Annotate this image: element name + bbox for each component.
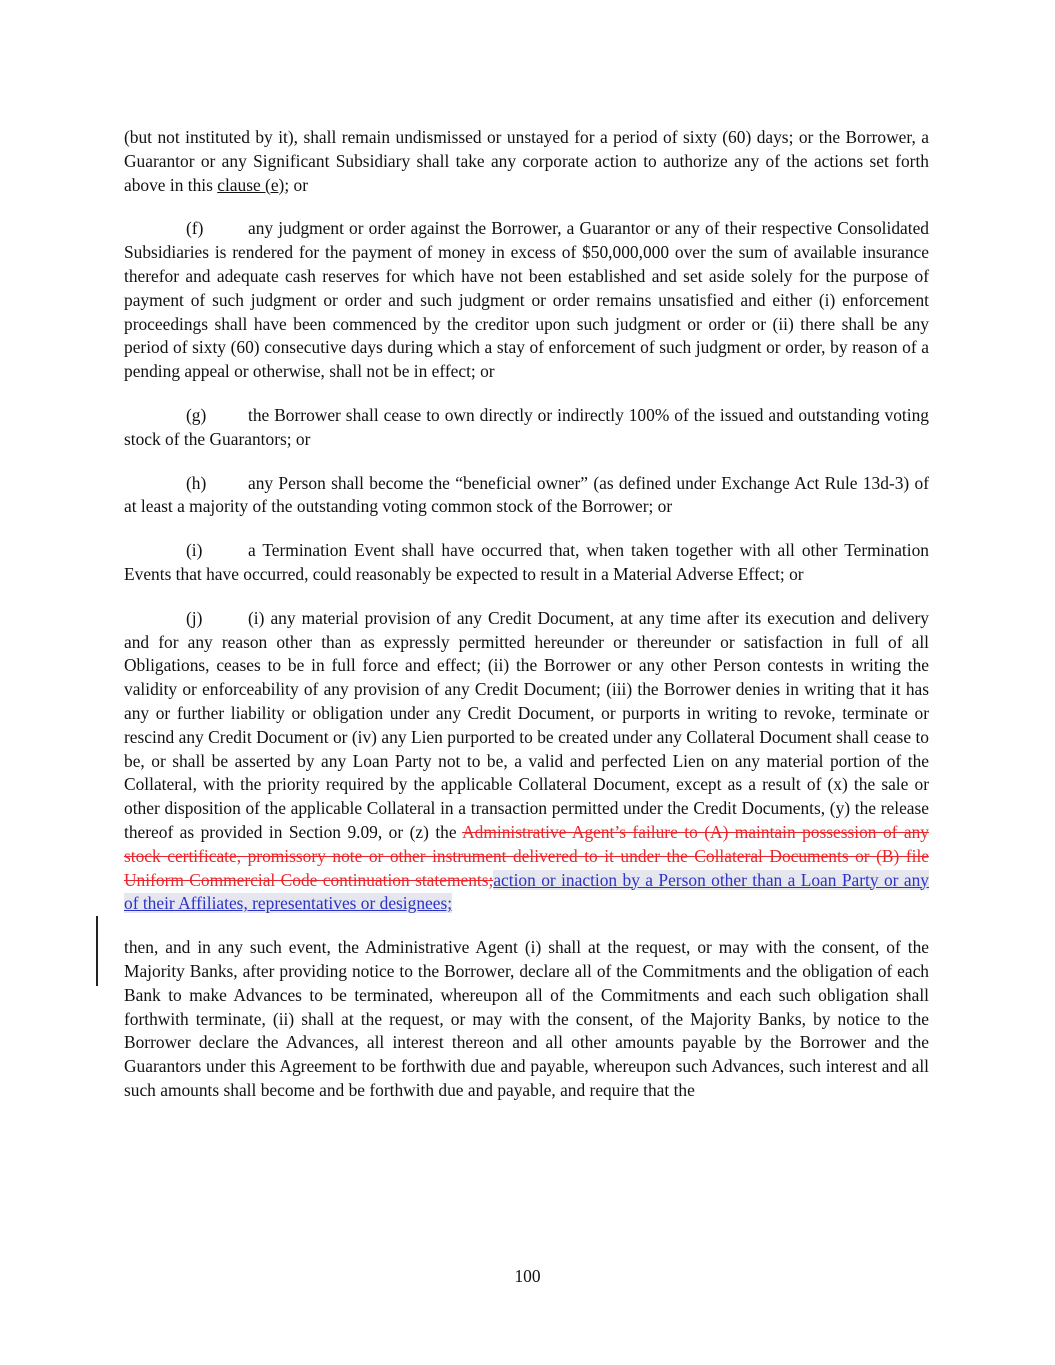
clause-e-reference: clause (e) bbox=[217, 174, 285, 195]
document-page bbox=[124, 126, 929, 1123]
paragraph-i-label: (i) bbox=[186, 540, 203, 561]
paragraph-e-continuation bbox=[124, 126, 929, 197]
inserted-text: action or inaction by a Person other than a Loan Party or any of their Affiliates, representatives or designees; bbox=[124, 869, 929, 914]
paragraph-j bbox=[124, 607, 929, 916]
paragraph-h bbox=[124, 472, 929, 520]
paragraph-e-text-b: ; or bbox=[284, 174, 309, 195]
page-number: 100 bbox=[514, 1266, 541, 1286]
deleted-text: Administrative Agent’s failure to (A) maintain possession of any stock certificate, promissory note or other instrument delivered to it under the Collateral Documents or (B) file Uniform Commercial Code continuation statements; bbox=[124, 821, 929, 890]
paragraph-e-text-a: (but not instituted by it), shall remain undismissed or unstayed for a period of sixty (60) days; or the Borrower, a Guarantor or any Significant Subsidiary shall take any corporate action to authorize any of the actions set forth above in this bbox=[124, 127, 929, 195]
paragraph-i bbox=[124, 539, 929, 587]
paragraph-g-label: (g) bbox=[186, 404, 207, 425]
paragraph-f-label: (f) bbox=[186, 218, 204, 239]
paragraph-h-label: (h) bbox=[186, 472, 207, 493]
paragraph-g bbox=[124, 404, 929, 452]
paragraph-f-text: any judgment or order against the Borrower, a Guarantor or any of their respective Consolidated Subsidiaries is rendered for the payment of money in excess of $50,000,000 over the sum of available insurance therefor and adequate cash reserves for which have not been established and set aside solely for the purpose of payment of such judgment or order and such judgment or order remains unsatisfied and either (i) enforcement proceedings shall have been commenced by the creditor upon such judgment or order or (ii) there shall be any period of sixty (60) consecutive days during which a stay of enforcement of such judgment or order, by reason of a pending appeal or otherwise, shall not be in effect; or bbox=[124, 218, 929, 382]
paragraph-then: then, and in any such event, the Administrative Agent (i) shall at the request, or may with the consent, of the Majority Banks, after providing notice to the Borrower, declare all of the Commitments and the obligation of each Bank to make Advances to be terminated, whereupon all of the Commitments and each such obligation shall forthwith terminate, (ii) shall at the request, or may with the consent, of the Majority Banks, by notice to the Borrower declare the Advances, all interest thereon and all other amounts payable by the Borrower and the Guarantors under this Agreement to be forthwith due and payable, whereupon such Advances, such interest and all such amounts shall become and be forthwith due and payable, and require that the bbox=[124, 937, 929, 1100]
paragraph-i-text: a Termination Event shall have occurred that, when taken together with all other Termination Events that have occurred, could reasonably be expected to result in a Material Adverse Effect; or bbox=[124, 540, 929, 584]
paragraph-j-text: (i) any material provision of any Credit Document, at any time after its execution and delivery and for any reason other than as expressly permitted hereunder or thereunder or satisfaction in full of all Obligations, ceases to be in full force and effect; (ii) the Borrower or any other Person contests in writing the validity or enforceability of any provision of any Credit Document; (iii) the Borrower denies in writing that it has any or further liability or obligation under any Credit Document, or purports in writing to revoke, terminate or rescind any Credit Document or (iv) any Lien purported to be created under any Collateral Document shall cease to be, or shall be asserted by any Loan Party not to be, a valid and perfected Lien on any material portion of the Collateral, with the priority required by the applicable Collateral Document, except as a result of (x) the sale or other disposition of the applicable Collateral in a transaction permitted under the Credit Documents, (y) the release thereof as provided in Section 9.09, or (z) the bbox=[124, 607, 929, 842]
paragraph-f bbox=[124, 217, 929, 384]
paragraph-h-text: any Person shall become the “beneficial owner” (as defined under Exchange Act Rule 13d-3) of at least a majority of the outstanding voting common stock of the Borrower; or bbox=[124, 472, 929, 517]
change-bar bbox=[96, 916, 98, 986]
paragraph-g-text: the Borrower shall cease to own directly or indirectly 100% of the issued and outstanding voting stock of the Guarantors; or bbox=[124, 404, 929, 449]
paragraph-j-label: (j) bbox=[186, 607, 203, 628]
